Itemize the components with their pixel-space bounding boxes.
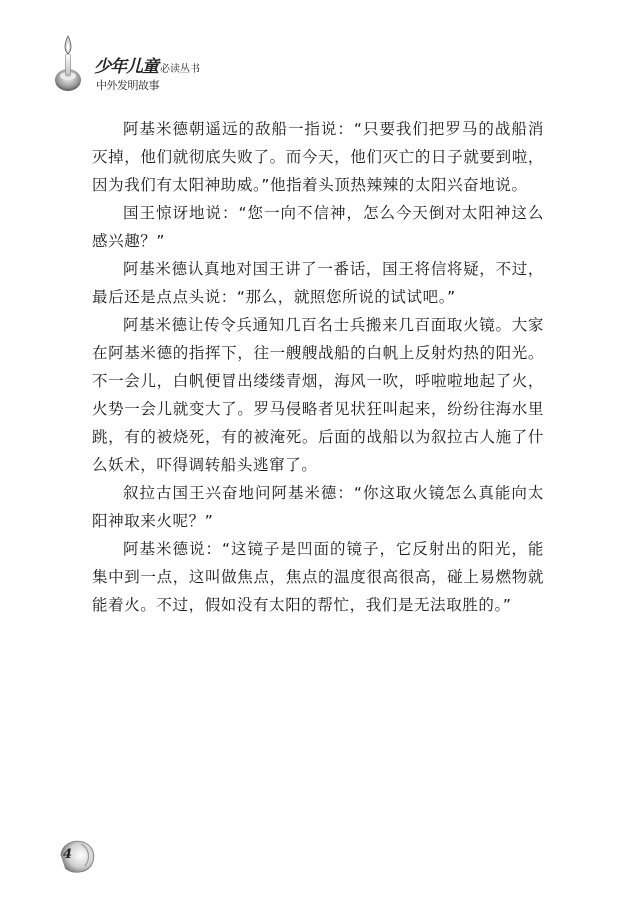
page-number: 4 xyxy=(63,847,73,862)
series-title-main: 少年儿童 xyxy=(94,57,158,77)
paragraph: 阿基米德说：“这镜子是凹面的镜子，它反射出的阳光，能集中到一点，这叫做焦点，焦点的温度很高很高，碰上易燃物就能着火。不过，假如没有太阳的帮忙，我们是无法取胜的。” xyxy=(92,540,544,614)
body-text xyxy=(92,115,544,619)
running-header xyxy=(52,32,252,104)
candle-logo-icon xyxy=(52,32,92,96)
paragraph: 阿基米德朝遥远的敌船一指说：“只要我们把罗马的战船消灭掉，他们就彻底失败了。而今天，他们灭亡的日子就要到啦，因为我们有太阳神助威。”他指着头顶热辣辣的太阳兴奋地说。 xyxy=(92,120,544,194)
series-title xyxy=(94,52,200,77)
page-number-swirl-icon xyxy=(55,836,99,876)
book-title: 中外发明故事 xyxy=(96,79,159,92)
paragraph: 国王惊讶地说：“您一向不信神，怎么今天倒对太阳神这么感兴趣？” xyxy=(92,204,544,250)
series-title-suffix: 必读丛书 xyxy=(160,64,200,75)
paragraph: 阿基米德认真地对国王讲了一番话，国王将信将疑，不过，最后还是点点头说：“那么，就照您所说的试试吧。” xyxy=(92,260,544,306)
paragraph: 叙拉古国王兴奋地问阿基米德：“你这取火镜怎么真能向太阳神取来火呢？” xyxy=(92,484,544,530)
paragraph: 阿基米德让传令兵通知几百名士兵搬来几百面取火镜。大家在阿基米德的指挥下，往一艘艘战船的白帆上反射灼热的阳光。不一会儿，白帆便冒出缕缕青烟，海风一吹，呼啦啦地起了火，火势一会儿就变大了。罗马侵略者见状狂叫起来，纷纷往海水里跳，有的被烧死，有的被淹死。后面的战船以为叙拉古人施了什么妖术，吓得调转船头逃窜了。 xyxy=(92,316,544,474)
page-footer xyxy=(55,836,99,876)
